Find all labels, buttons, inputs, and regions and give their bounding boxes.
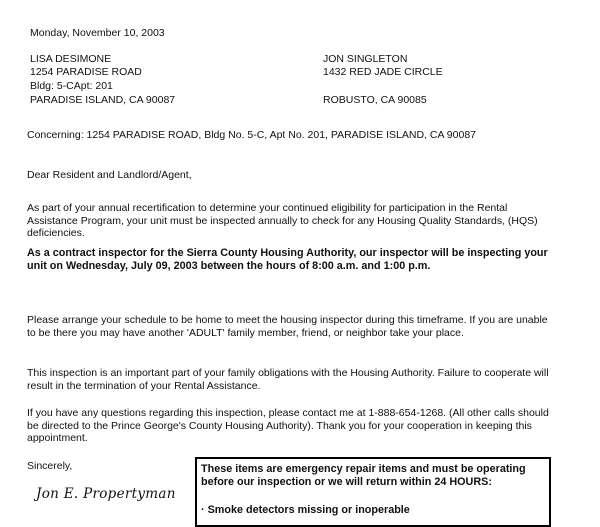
paragraph-obligations: This inspection is an important part of your family obligations with the Housing Authority. Failure to cooperate will result in the termination of your Rental Assistance. [27,367,549,392]
closing: Sincerely, [27,460,73,472]
tenant-address-line1: 1254 PARADISE ROAD [30,66,142,78]
concerning-line: Concerning: 1254 PARADISE ROAD, Bldg No. 5-C, Apt No. 201, PARADISE ISLAND, CA 90087 [27,129,476,141]
emergency-repair-notice-box [195,457,551,527]
notice-heading: These items are emergency repair items and must be operating before our inspection or we will return within 24 HOURS: [201,463,526,488]
letter-date: Monday, November 10, 2003 [30,27,165,39]
paragraph-contact: If you have any questions regarding this inspection, please contact me at 1-888-654-1268. (All other calls should be directed to the Prince George's County Housing Authority). Thank you for your cooperation in keeping this appointment. [27,407,549,444]
landlord-address-line1: 1432 RED JADE CIRCLE [323,66,443,78]
salutation: Dear Resident and Landlord/Agent, [27,169,192,181]
tenant-city: PARADISE ISLAND, CA 90087 [30,94,176,106]
paragraph-schedule: Please arrange your schedule to be home to meet the housing inspector during this timeframe. If you are unable to be there you may have another 'ADULT' family member, friend, or neighbor take your place. [27,314,548,339]
landlord-city: ROBUSTO, CA 90085 [323,94,427,106]
tenant-name: LISA DESIMONE [30,53,112,65]
signature: Jon E. Propertyman [36,486,176,502]
tenant-address-line2: Bldg: 5-CApt: 201 [30,80,113,92]
paragraph-recertification: As part of your annual recertification to determine your continued eligibility for participation in the Rental Assistance Program, your unit must be inspected annually to check for any Housing Quality Standards, (HQS) deficiencies. [27,202,538,239]
notice-item-smoke-detectors: · Smoke detectors missing or inoperable [201,504,410,516]
paragraph-inspection-date: As a contract inspector for the Sierra County Housing Authority, our inspector will be inspecting your unit on Wednesday, July 09, 2003 between the hours of 8:00 a.m. and 1:00 p.m. [27,247,548,272]
landlord-name: JON SINGLETON [323,53,408,65]
